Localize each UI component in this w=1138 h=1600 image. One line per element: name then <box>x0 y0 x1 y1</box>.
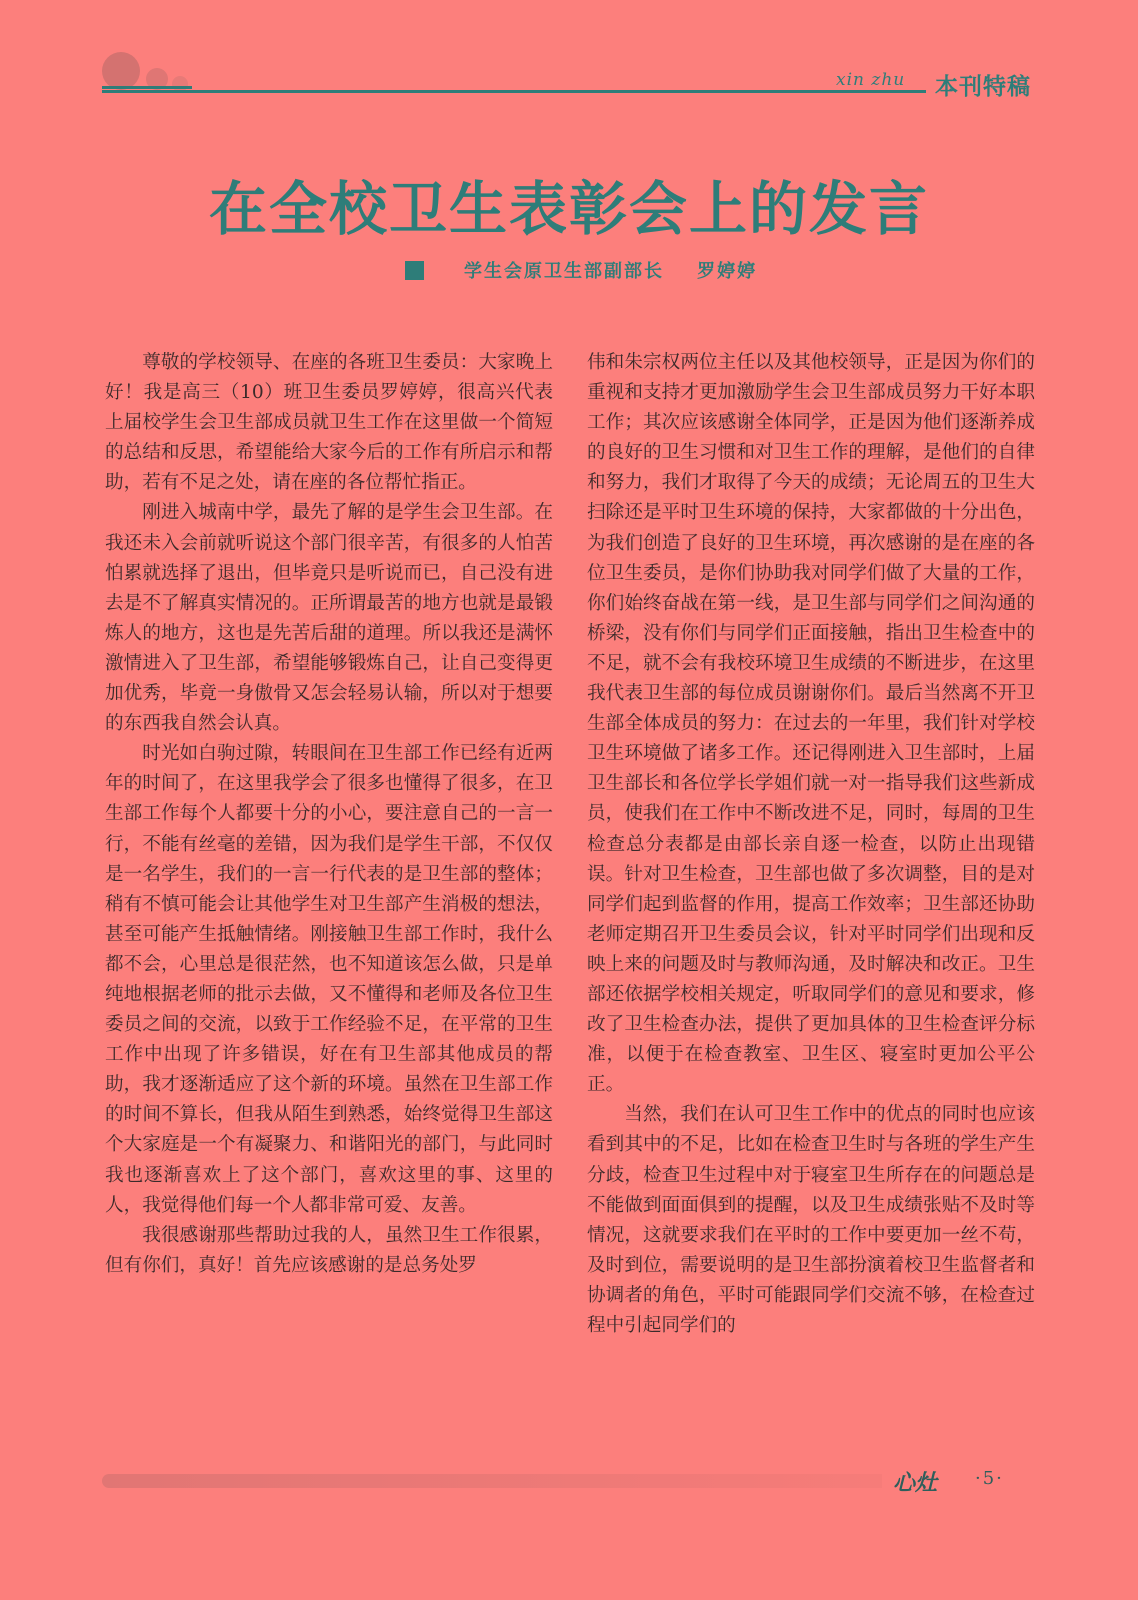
right-column <box>587 348 1035 1438</box>
footer-bar <box>102 1474 882 1488</box>
paragraph: 刚进入城南中学，最先了解的是学生会卫生部。在我还未入会前就听说这个部门很辛苦，有很多的人怕苦怕累就选择了退出，但毕竟只是听说而已，自己没有进去是不了解真实情况的。正所谓最苦的地方也就是最锻炼人的地方，这也是先苦后甜的道理。所以我还是满怀激情进入了卫生部，希望能够锻炼自己，让自己变得更加优秀，毕竟一身傲骨又怎会轻易认输，所以对于想要的东西我自然会认真。 <box>105 502 553 735</box>
header-rule <box>102 90 926 93</box>
article-body <box>105 348 1035 1438</box>
paragraph: 当然，我们在认可卫生工作中的优点的同时也应该看到其中的不足，比如在检查卫生时与各班的学生产生分歧，检查卫生过程中对于寝室卫生所存在的问题总是不能做到面面俱到的提醒，以及卫生成绩张贴不及时等情况，这就要求我们在平时的工作中要更加一丝不苟，及时到位，需要说明的是卫生部扮演着校卫生监督者和协调者的角色，平时可能跟同学们交流不够，在检查过程中引起同学们的 <box>587 1104 1035 1336</box>
magazine-name: 心灶 <box>893 1470 938 1496</box>
column-name: 本刊特稿 <box>935 74 1031 100</box>
byline <box>405 258 757 282</box>
paragraph: 时光如白驹过隙，转眼间在卫生部工作已经有近两年的时间了，在这里我学会了很多也懂得了很多，在卫生部工作每个人都要十分的小心，要注意自己的一言一行，不能有丝毫的差错，因为我们是学生干部，不仅仅是一名学生，我们的一言一行代表的是卫生部的整体；稍有不慎可能会让其他学生对卫生部产生消极的想法，甚至可能产生抵触情绪。刚接触卫生部工作时，我什么都不会，心里总是很茫然，也不知道该怎么做，只是单纯地根据老师的批示去做，又不懂得和老师及各位卫生委员之间的交流，以致于工作经验不足，在平常的卫生工作中出现了许多错误，好在有卫生部其他成员的帮助，我才逐渐适应了这个新的环境。虽然在卫生部工作的时间不算长，但我从陌生到熟悉，始终觉得卫生部这个大家庭是一个有凝聚力、和谐阳光的部门，与此同时我也逐渐喜欢上了这个部门，喜欢这里的事、这里的人，我觉得他们每一个人都非常可爱、友善。 <box>105 743 553 1216</box>
byline-square-icon <box>405 261 424 280</box>
decor-circle-large <box>102 52 140 90</box>
article-title: 在全校卫生表彰会上的发言 <box>208 175 929 243</box>
page-number: ·5· <box>975 1468 1004 1489</box>
paragraph: 尊敬的学校领导、在座的各班卫生委员：大家晚上好！我是高三（10）班卫生委员罗婷婷，很高兴代表上届校学生会卫生部成员就卫生工作在这里做一个简短的总结和反思，希望能给大家今后的工作有所启示和帮助，若有不足之处，请在座的各位帮忙指正。 <box>105 352 553 494</box>
paragraph: 我很感谢那些帮助过我的人，虽然卫生工作很累，但有你们，真好！首先应该感谢的是总务处罗 <box>105 1224 553 1276</box>
header-pinyin: xin zhu <box>836 70 906 90</box>
header-rule-short <box>102 86 192 89</box>
left-column <box>105 348 553 1438</box>
paragraph-continued: 伟和朱宗权两位主任以及其他校领导，正是因为你们的重视和支持才更加激励学生会卫生部成员努力干好本职工作；其次应该感谢全体同学，正是因为他们逐渐养成的良好的卫生习惯和对卫生工作的理解，是他们的自律和努力，我们才取得了今天的成绩；无论周五的卫生大扫除还是平时卫生环境的保持，大家都做的十分出色，为我们创造了良好的卫生环境，再次感谢的是在座的各位卫生委员，是你们协助我对同学们做了大量的工作，你们始终奋战在第一线，是卫生部与同学们之间沟通的桥梁，没有你们与同学们正面接触，指出卫生检查中的不足，就不会有我校环境卫生成绩的不断进步，在这里我代表卫生部的每位成员谢谢你们。最后当然离不开卫生部全体成员的努力：在过去的一年里，我们针对学校卫生环境做了诸多工作。还记得刚进入卫生部时，上届卫生部长和各位学长学姐们就一对一指导我们这些新成员，使我们在工作中不断改进不足，同时，每周的卫生检查总分表都是由部长亲自逐一检查，以防止出现错误。针对卫生检查，卫生部也做了多次调整，目的是对同学们起到监督的作用，提高工作效率；卫生部还协助老师定期召开卫生委员会议，针对平时同学们出现和反映上来的问题及时与教师沟通，及时解决和改正。卫生部还依据学校相关规定，听取同学们的意见和要求，修改了卫生检查办法，提供了更加具体的卫生检查评分标准，以便于在检查教室、卫生区、寝室时更加公平公正。 <box>587 352 1035 1096</box>
author-line: 学生会原卫生部副部长 罗婷婷 <box>464 261 758 282</box>
